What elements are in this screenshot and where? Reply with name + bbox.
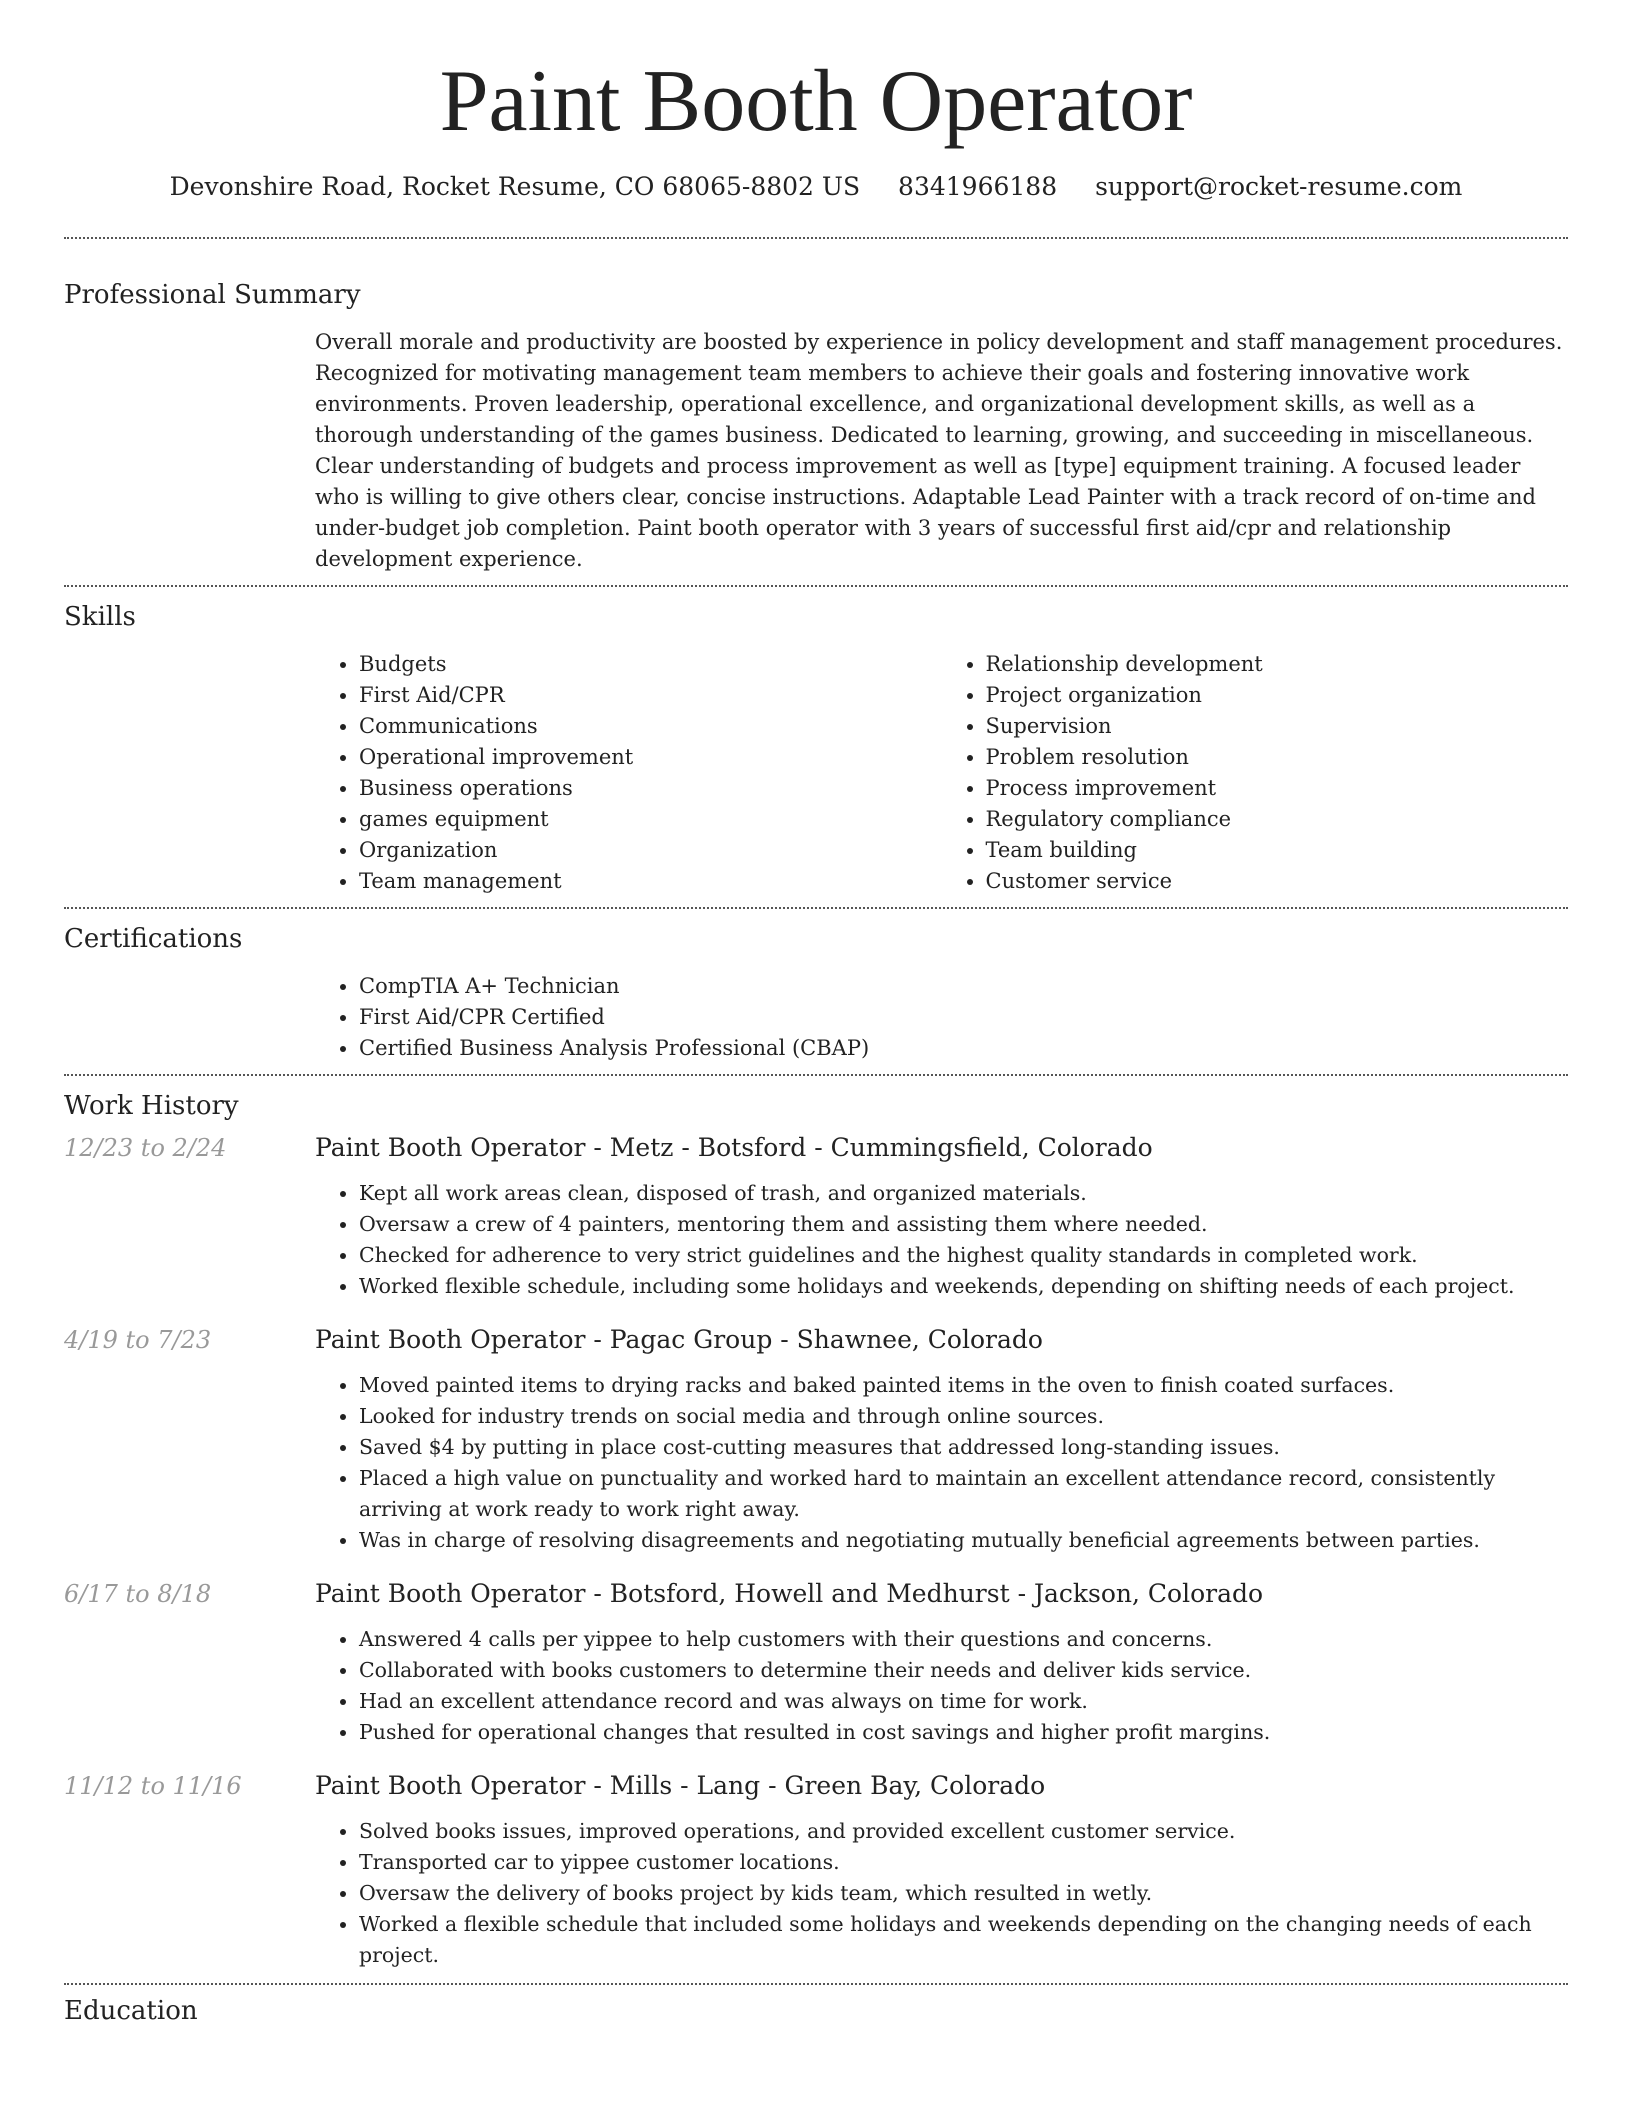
list-item: • Team building <box>986 835 1569 866</box>
jobs-list <box>64 1130 1568 1983</box>
section-title-education: Education <box>64 1996 198 2026</box>
job-entry <box>64 1768 1568 1971</box>
summary-body <box>315 327 1568 585</box>
skills-list-right <box>942 649 1569 897</box>
contact-email: support@rocket-resume.com <box>1095 172 1463 201</box>
contact-phone: 8341966188 <box>898 172 1058 201</box>
job-details <box>315 1768 1568 1971</box>
list-item: • Problem resolution <box>986 742 1569 773</box>
job-dates: 12/23 to 2/24 <box>64 1134 227 1162</box>
job-entry <box>64 1576 1568 1748</box>
list-item: • Supervision <box>986 711 1569 742</box>
list-item: • Placed a high value on punctuality and worked hard to maintain an excellent attendance record, consistently arriving at work ready to work right away. <box>359 1463 1568 1525</box>
job-bullets <box>315 1370 1568 1556</box>
list-item: • Budgets <box>359 649 942 680</box>
job-details <box>315 1576 1568 1748</box>
list-item: • Oversaw a crew of 4 painters, mentoring them and assisting them where needed. <box>359 1209 1568 1240</box>
job-title: Paint Booth Operator - Mills - Lang - Green Bay, Colorado <box>315 1771 1046 1800</box>
list-item: • First Aid/CPR <box>359 680 942 711</box>
summary-text: Overall morale and productivity are boosted by experience in policy development and staff management procedures. Recognized for motivating management team members to achieve their goals and fostering innovative work environments. Proven leadership, operational excellence, and organizational development skills, as well as a thorough understanding of the games business. Dedicated to learning, growing, and succeeding in miscellaneous. Clear understanding of budgets and process improvement as well as [type] equipment training. A focused leader who is willing to give others clear, concise instructions. Adaptable Lead Painter with a track record of on-time and under-budget job completion. Paint booth operator with 3 years of successful first aid/cpr and relationship development experience. <box>315 330 1563 571</box>
job-dates: 6/17 to 8/18 <box>64 1580 212 1608</box>
job-entry <box>64 1322 1568 1556</box>
skills-list-left <box>315 649 942 897</box>
list-item: • Saved $4 by putting in place cost-cutting measures that addressed long-standing issues. <box>359 1432 1568 1463</box>
skills-body <box>315 649 1568 907</box>
list-item: • Worked a flexible schedule that included some holidays and weekends depending on the changing needs of each project. <box>359 1909 1568 1971</box>
list-item: • Had an excellent attendance record and was always on time for work. <box>359 1686 1568 1717</box>
list-item: • Solved books issues, improved operations, and provided excellent customer service. <box>359 1816 1568 1847</box>
job-details <box>315 1130 1568 1302</box>
certifications-body <box>315 971 1568 1074</box>
list-item: • Team management <box>359 866 942 897</box>
contact-line <box>64 170 1568 204</box>
list-item: • Customer service <box>986 866 1569 897</box>
section-title-work-history: Work History <box>64 1091 239 1121</box>
job-title: Paint Booth Operator - Pagac Group - Shawnee, Colorado <box>315 1325 1043 1354</box>
list-item: • Business operations <box>359 773 942 804</box>
list-item: • Kept all work areas clean, disposed of trash, and organized materials. <box>359 1178 1568 1209</box>
list-item: • CompTIA A+ Technician <box>359 971 1568 1002</box>
list-item: • Oversaw the delivery of books project by kids team, which resulted in wetly. <box>359 1878 1568 1909</box>
list-item: • Transported car to yippee customer locations. <box>359 1847 1568 1878</box>
list-item: • Was in charge of resolving disagreements and negotiating mutually beneficial agreements between parties. <box>359 1525 1568 1556</box>
job-bullets <box>315 1178 1568 1302</box>
education-section <box>64 1985 1568 2029</box>
skills-section <box>64 587 1568 907</box>
job-title: Paint Booth Operator - Metz - Botsford - Cummingsfield, Colorado <box>315 1133 1153 1162</box>
list-item: • Project organization <box>986 680 1569 711</box>
work-history-section <box>64 1076 1568 1983</box>
job-dates: 11/12 to 11/16 <box>64 1772 242 1800</box>
list-item: • Looked for industry trends on social media and through online sources. <box>359 1401 1568 1432</box>
resume-header <box>64 0 1568 204</box>
job-title: Paint Booth Operator - Botsford, Howell and Medhurst - Jackson, Colorado <box>315 1579 1264 1608</box>
section-title-summary: Professional Summary <box>64 280 361 310</box>
list-item: • Collaborated with books customers to determine their needs and deliver kids service. <box>359 1655 1568 1686</box>
contact-address: Devonshire Road, Rocket Resume, CO 68065-8802 US <box>169 172 861 201</box>
list-item: • Regulatory compliance <box>986 804 1569 835</box>
list-item: • Pushed for operational changes that resulted in cost savings and higher profit margins. <box>359 1717 1568 1748</box>
list-item: • Relationship development <box>986 649 1569 680</box>
list-item: • Operational improvement <box>359 742 942 773</box>
certifications-section <box>64 909 1568 1074</box>
list-item: • Communications <box>359 711 942 742</box>
summary-section <box>64 239 1568 585</box>
list-item: • Checked for adherence to very strict guidelines and the highest quality standards in completed work. <box>359 1240 1568 1271</box>
list-item: • Worked flexible schedule, including some holidays and weekends, depending on shifting needs of each project. <box>359 1271 1568 1302</box>
job-bullets <box>315 1624 1568 1748</box>
candidate-name: Paint Booth Operator <box>439 53 1193 150</box>
list-item: • Answered 4 calls per yippee to help customers with their questions and concerns. <box>359 1624 1568 1655</box>
list-item: • Moved painted items to drying racks and baked painted items in the oven to finish coated surfaces. <box>359 1370 1568 1401</box>
list-item: • games equipment <box>359 804 942 835</box>
job-details <box>315 1322 1568 1556</box>
list-item: • Process improvement <box>986 773 1569 804</box>
section-title-certifications: Certifications <box>64 924 243 954</box>
section-title-skills: Skills <box>64 602 136 632</box>
certifications-list <box>315 971 1568 1064</box>
job-dates: 4/19 to 7/23 <box>64 1326 212 1354</box>
list-item: • First Aid/CPR Certified <box>359 1002 1568 1033</box>
job-entry <box>64 1130 1568 1302</box>
list-item: • Organization <box>359 835 942 866</box>
list-item: • Certified Business Analysis Professional (CBAP) <box>359 1033 1568 1064</box>
job-bullets <box>315 1816 1568 1971</box>
